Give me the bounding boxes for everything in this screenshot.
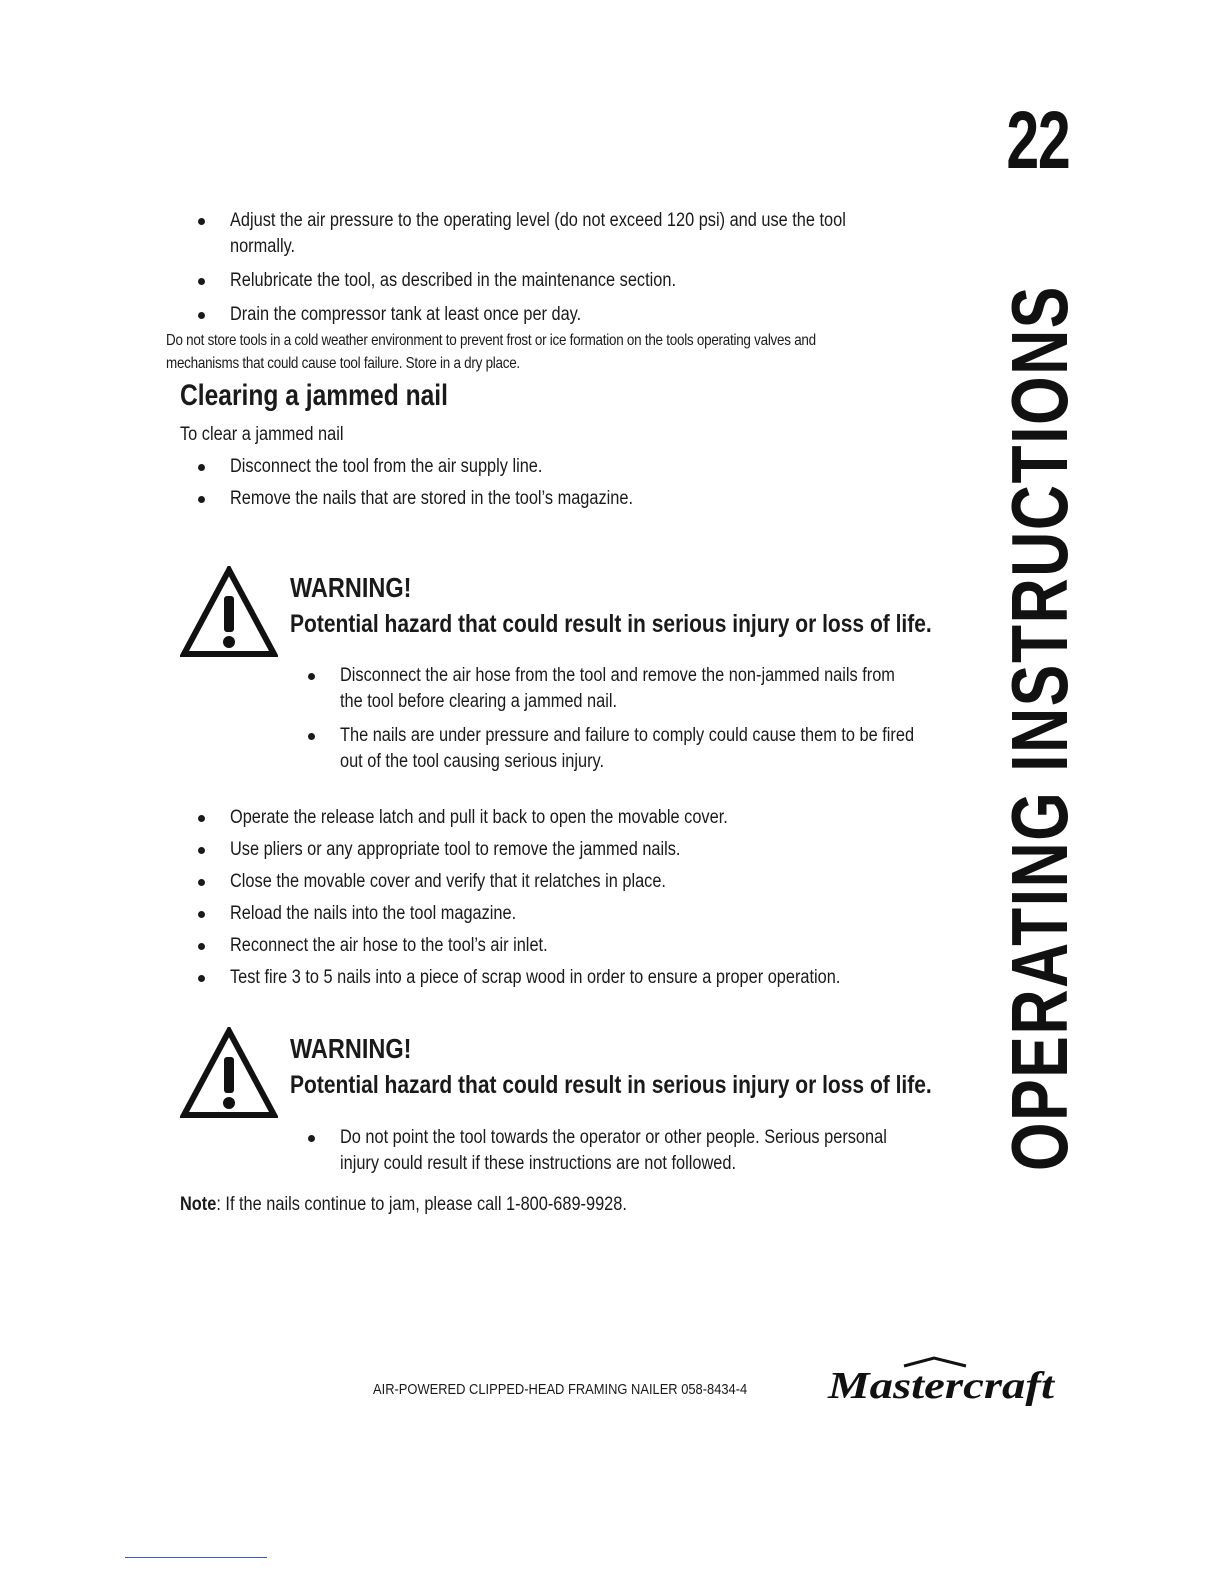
bullet-icon bbox=[198, 911, 205, 918]
section-title bbox=[995, 160, 1084, 1296]
warning-bullet-list bbox=[308, 1125, 976, 1177]
page-number: 22 bbox=[1006, 95, 1069, 186]
warning-title bbox=[290, 572, 435, 604]
list-item-text: out of the tool causing serious injury. bbox=[340, 751, 605, 772]
bullet-icon bbox=[198, 496, 205, 503]
warning-bullet-list bbox=[308, 663, 1007, 775]
list-item-text: Reconnect the air hose to the tool’s air inlet. bbox=[230, 935, 548, 956]
storage-note-line: Do not store tools in a cold weather environment to prevent frost or ice formation on the tools operating valves and bbox=[166, 332, 816, 349]
top-bullet-list bbox=[198, 208, 946, 328]
list-item bbox=[308, 1125, 976, 1177]
list-item-text: Remove the nails that are stored in the tool’s magazine. bbox=[230, 488, 633, 509]
list-item bbox=[198, 965, 940, 991]
list-item bbox=[198, 805, 940, 831]
warning-box-2 bbox=[180, 1027, 960, 1187]
mastercraft-logo bbox=[826, 1356, 1058, 1406]
bullet-icon bbox=[308, 733, 315, 740]
list-item-text: normally. bbox=[230, 236, 296, 257]
list-item bbox=[198, 268, 946, 294]
intro-text-inner: To clear a jammed nail bbox=[180, 424, 344, 445]
warning-subtitle-text: Potential hazard that could result in serious injury or loss of life. bbox=[290, 1071, 932, 1099]
note-text: : If the nails continue to jam, please call 1-800-689-9928. bbox=[216, 1194, 627, 1215]
list-item-text: injury could result if these instructions are not followed. bbox=[340, 1153, 736, 1174]
list-item bbox=[198, 486, 699, 512]
list-item bbox=[198, 933, 940, 959]
bullet-icon bbox=[198, 975, 205, 982]
list-item bbox=[198, 454, 699, 480]
list-item-text: Use pliers or any appropriate tool to remove the jammed nails. bbox=[230, 839, 681, 860]
prep-bullet-list bbox=[198, 454, 699, 512]
list-item bbox=[308, 723, 1007, 775]
warning-triangle-icon bbox=[180, 1027, 278, 1119]
bullet-icon bbox=[198, 312, 205, 319]
bullet-icon bbox=[308, 1135, 315, 1142]
list-item-text: Do not point the tool towards the operator or other people. Serious personal bbox=[340, 1127, 887, 1148]
warning-box-1 bbox=[180, 566, 960, 786]
logo-text: Mastercraft bbox=[826, 1365, 1056, 1406]
note-label: Note bbox=[180, 1194, 217, 1215]
warning-title-text: WARNING! bbox=[290, 572, 412, 603]
list-item bbox=[198, 208, 946, 260]
warning-subtitle-text: Potential hazard that could result in serious injury or loss of life. bbox=[290, 610, 932, 638]
bullet-icon bbox=[198, 278, 205, 285]
bullet-icon bbox=[198, 847, 205, 854]
list-item-text: Drain the compressor tank at least once per day. bbox=[230, 304, 582, 325]
warning-triangle-icon bbox=[180, 566, 278, 658]
list-item-text: Adjust the air pressure to the operating level (do not exceed 120 psi) and use the tool bbox=[230, 210, 846, 231]
section-heading-text: Clearing a jammed nail bbox=[180, 379, 448, 412]
warning-title-text: WARNING! bbox=[290, 1033, 412, 1064]
warning-title bbox=[290, 1033, 435, 1065]
footer-product bbox=[373, 1380, 808, 1400]
list-item-text: The nails are under pressure and failure to comply could cause them to be fired bbox=[340, 725, 915, 746]
list-item-text: Close the movable cover and verify that it relatches in place. bbox=[230, 871, 666, 892]
section-title-text: OPERATING INSTRUCTIONS bbox=[995, 285, 1084, 1171]
note bbox=[180, 1192, 700, 1218]
list-item-text: Operate the release latch and pull it back to open the movable cover. bbox=[230, 807, 728, 828]
warning-subtitle bbox=[290, 1069, 1054, 1101]
list-item-text: Relubricate the tool, as described in the maintenance section. bbox=[230, 270, 676, 291]
warning-subtitle bbox=[290, 608, 1054, 640]
list-item bbox=[198, 302, 946, 328]
bottom-rule bbox=[125, 1557, 267, 1558]
section-heading bbox=[180, 378, 507, 414]
bullet-icon bbox=[198, 464, 205, 471]
bullet-icon bbox=[198, 815, 205, 822]
bullet-icon bbox=[198, 943, 205, 950]
bullet-icon bbox=[308, 673, 315, 680]
procedure-bullet-list bbox=[198, 805, 940, 991]
list-item bbox=[198, 901, 940, 927]
bullet-icon bbox=[198, 218, 205, 225]
list-item bbox=[198, 869, 940, 895]
storage-note-line: mechanisms that could cause tool failure. Store in a dry place. bbox=[166, 355, 520, 372]
intro-text bbox=[180, 422, 370, 448]
bullet-icon bbox=[198, 879, 205, 886]
list-item-text: Disconnect the air hose from the tool and remove the non-jammed nails from bbox=[340, 665, 895, 686]
list-item bbox=[198, 837, 940, 863]
list-item-text: Reload the nails into the tool magazine. bbox=[230, 903, 517, 924]
list-item-text: Disconnect the tool from the air supply line. bbox=[230, 456, 543, 477]
list-item-text: Test fire 3 to 5 nails into a piece of scrap wood in order to ensure a proper operation. bbox=[230, 967, 841, 988]
list-item bbox=[308, 663, 1007, 715]
storage-note bbox=[166, 329, 940, 375]
list-item-text: the tool before clearing a jammed nail. bbox=[340, 691, 618, 712]
footer-product-text: AIR-POWERED CLIPPED-HEAD FRAMING NAILER 058-8434-4 bbox=[373, 1381, 748, 1398]
